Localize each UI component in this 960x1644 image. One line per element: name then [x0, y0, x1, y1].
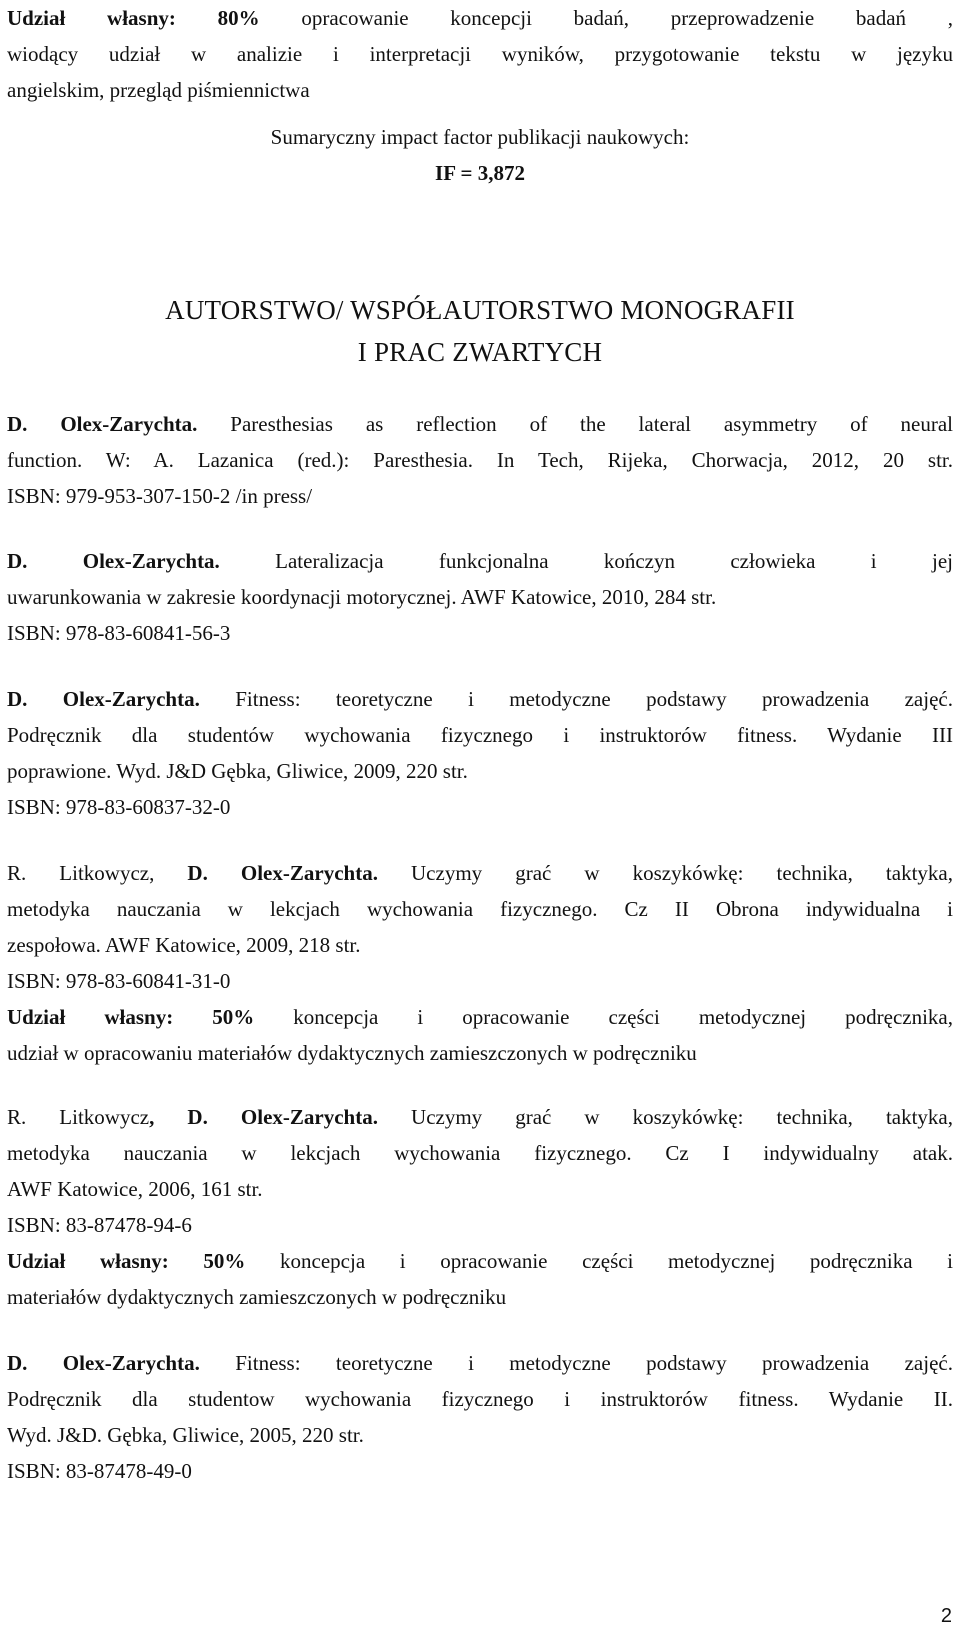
- entry-4-line-3: zespołowa. AWF Katowice, 2009, 218 str.: [7, 933, 361, 957]
- entry-coauthor: R. Litkowycz,: [7, 861, 188, 885]
- entry-author: D. Olex-Zarychta.: [7, 1351, 200, 1375]
- impact-value: IF = 3,872: [435, 161, 525, 185]
- entry-3-isbn: ISBN: 978-83-60837-32-0: [7, 795, 231, 819]
- entry-3-line-2: Podręcznik dla studentów wychowania fizycznego i instruktorów fitness. Wydanie III: [7, 723, 953, 747]
- entry-4-share-line-2: udział w opracowaniu materiałów dydaktycznych zamieszczonych w podręczniku: [7, 1041, 697, 1065]
- entry-share-text: koncepcja i opracowanie części metodycznej podręcznika,: [254, 1005, 953, 1029]
- entry-3-line-3: poprawione. Wyd. J&D Gębka, Gliwice, 2009, 220 str.: [7, 759, 468, 783]
- entry-1-isbn: ISBN: 979-953-307-150-2 /in press/: [7, 484, 313, 508]
- entry-6-isbn: ISBN: 83-87478-49-0: [7, 1459, 192, 1483]
- entry-author: D. Olex-Zarychta.: [187, 861, 378, 885]
- entry-share-text: koncepcja i opracowanie części metodycznej podręcznika i: [245, 1249, 953, 1273]
- entry-2-line-2: uwarunkowania w zakresie koordynacji motorycznej. AWF Katowice, 2010, 284 str.: [7, 585, 717, 609]
- entry-title: Fitness: teoretyczne i metodyczne podstawy prowadzenia zajęć.: [199, 687, 953, 711]
- entry-5-line-3: AWF Katowice, 2006, 161 str.: [7, 1177, 263, 1201]
- entry-share-label: Udział własny: 50%: [7, 1005, 255, 1029]
- entry-1-line-2: function. W: A. Lazanica (red.): Paresthesia. In Tech, Rijeka, Chorwacja, 2012, 20 str.: [7, 448, 953, 472]
- entry-author: D. Olex-Zarychta.: [7, 412, 198, 436]
- entry-author: , D. Olex-Zarychta.: [149, 1105, 378, 1129]
- intro-share-label: Udział własny: 80%: [7, 6, 260, 30]
- entry-title: Lateralizacja funkcjonalna kończyn człowieka i jej: [219, 549, 953, 573]
- entry-title: Paresthesias as reflection of the lateral asymmetry of neural: [197, 412, 953, 436]
- entry-author: D. Olex-Zarychta.: [7, 687, 200, 711]
- section-title-line-1: AUTORSTWO/ WSPÓŁAUTORSTWO MONOGRAFII: [165, 295, 795, 325]
- entry-title: Fitness: teoretyczne i metodyczne podstawy prowadzenia zajęć.: [199, 1351, 953, 1375]
- entry-4-line-2: metodyka nauczania w lekcjach wychowania fizycznego. Cz II Obrona indywidualna i: [7, 897, 953, 921]
- page-number: 2: [940, 1605, 952, 1627]
- entry-4-isbn: ISBN: 978-83-60841-31-0: [7, 969, 231, 993]
- entry-6-line-2: Podręcznik dla studentow wychowania fizycznego i instruktorów fitness. Wydanie II.: [7, 1387, 953, 1411]
- entry-5-share-line-2: materiałów dydaktycznych zamieszczonych w podręczniku: [7, 1285, 507, 1309]
- section-title-line-2: I PRAC ZWARTYCH: [357, 337, 603, 367]
- entry-2-isbn: ISBN: 978-83-60841-56-3: [7, 621, 231, 645]
- intro-line-2: wiodący udział w analizie i interpretacji wyników, przygotowanie tekstu w języku: [7, 42, 953, 66]
- entry-coauthor: R. Litkowycz: [7, 1105, 150, 1129]
- entry-title: Uczymy grać w koszykówkę: technika, taktyka,: [377, 861, 953, 885]
- entry-share-label: Udział własny: 50%: [7, 1249, 246, 1273]
- intro-line-3: angielskim, przegląd piśmiennictwa: [7, 78, 310, 102]
- entry-5-line-2: metodyka nauczania w lekcjach wychowania fizycznego. Cz I indywidualny atak.: [7, 1141, 953, 1165]
- entry-5-isbn: ISBN: 83-87478-94-6: [7, 1213, 192, 1237]
- entry-title: Uczymy grać w koszykówkę: technika, taktyka,: [377, 1105, 953, 1129]
- entry-author: D. Olex-Zarychta.: [7, 549, 220, 573]
- intro-text: opracowanie koncepcji badań, przeprowadzenie badań ,: [259, 6, 953, 30]
- impact-label: Sumaryczny impact factor publikacji naukowych:: [270, 125, 690, 149]
- entry-6-line-3: Wyd. J&D. Gębka, Gliwice, 2005, 220 str.: [7, 1423, 364, 1447]
